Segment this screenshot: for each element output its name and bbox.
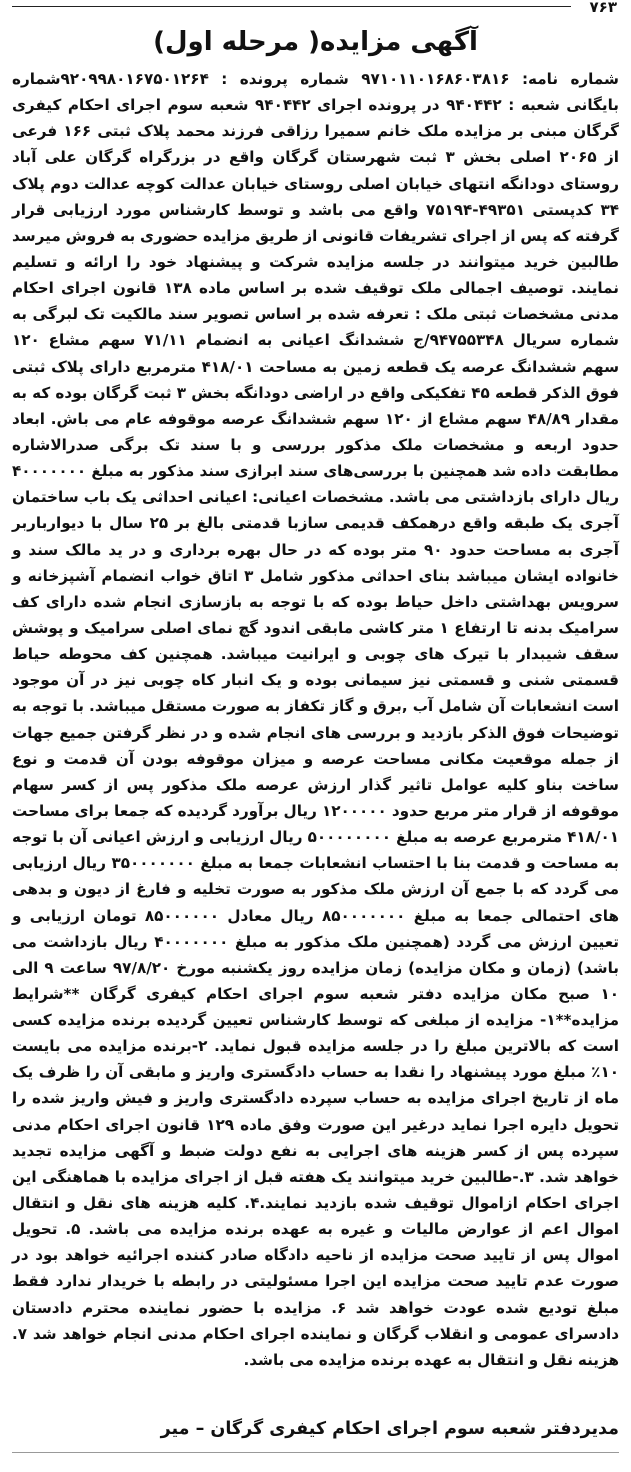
page-number: ۷۶۳ bbox=[589, 0, 617, 16]
top-divider bbox=[12, 6, 571, 7]
notice-signature: مدیردفتر شعبه سوم اجرای احکام کیفری گرگان – میر bbox=[160, 1419, 619, 1439]
notice-body: شماره نامه: ۹۷۱۰۱۱۰۱۶۸۶۰۳۸۱۶ شماره پرونده : ۹۲۰۹۹۸۰۱۶۷۵۰۱۲۶۴شماره بایگانی شعبه : ۹۴۰۴۴۲ در پرونده اجرای ۹۴۰۴۴۲ شعبه سوم اجرای احکام کیفری گرگان مبنی بر مزایده ملک خانم سمیرا رزاقی فرزند محمد پلاک ثبتی ۱۶۶ فرعی از ۲۰۶۵ اصلی بخش ۳ ثبت شهرستان گرگان واقع در بزرگراه گرگان علی آباد روستای دودانگه انتهای خیابان اصلی روستای خیابان عدالت کوچه عدالت دوم پلاک ۳۴ کدپستی ۴۹۳۵۱-۷۵۱۹۴ واقع می باشد و توسط کارشناس مورد ارزیابی قرار گرفته که پس از اجرای تشریفات قانونی از طریق مزایده حضوری به فروش میرسد طالبین خرید میتوانند در جلسه مزایده شرکت و پیشنهاد خود را ارائه و تسلیم نمایند. توصیف اجمالی ملک توقیف شده بر اساس ماده ۱۳۸ قانون اجرای احکام مدنی مشخصات ثبتی ملک : تعرفه شده بر اساس تصویر سند مالکیت تک لبرگی به شماره سریال ۹۴۷۵۵۳۴۸/ج ششدانگ اعیانی به انضمام ۷۱/۱۱ سهم مشاع ۱۲۰ سهم ششدانگ عرصه یک قطعه زمین به مساحت ۴۱۸/۰۱ مترمربع دارای پلاک ثبتی فوق الذکر قطعه ۴۵ تفکیکی واقع در اراضی دودانگه بخش ۳ ثبت گرگان بوده که به مقدار ۴۸/۸۹ سهم مشاع از ۱۲۰ سهم ششدانگ عرصه موقوفه عام می باش. ابعاد حدود اربعه و مشخصات ملک مذکور بررسی و با سند تک برگی صدرالاشاره مطابقت داده شد همچنین با بررسی‌های سند ابرازی سند مذکور به مبلغ ۴۰۰۰۰۰۰۰ ریال دارای بازداشتی می باشد. مشخصات اعیانی: اعیانی احداثی یک باب ساختمان آجری یک طبقه واقع درهمکف قدیمی سازبا قدمتی بالغ بر ۲۵ سال با دیوارباربر آجری به مساحت حدود ۹۰ متر بوده که در حال بهره برداری و در ید مالک سند و خانواده ایشان میباشد بنای احداثی مذکور شامل ۳ اتاق خواب انضمام آشپزخانه و سرویس بهداشتی داخل حیاط بوده که با توجه به بازسازی انجام شده دارای کف سرامیک بدنه تا ارتفاع ۱ متر کاشی مابقی اندود گچ نمای اصلی سرامیک و پوشش سقف شیبدار با تیرک های چوبی و ایرانیت میباشد. همچنین کف محوطه حیاط قسمتی شنی و قسمتی نیز سیمانی بوده و یک انبار کاه چوبی نیز در آن موجود است انشعابات آن شامل آب ,برق و گاز تکفاز به صورت مستقل میباشد. با توجه به توضیحات فوق الذکر بازدید و بررسی های انجام شده و در نظر گرفتن جمیع جهات از جمله موقعیت مکانی مساحت عرصه و میزان موقوفه بودن آن قدمت و نوع ساخت بناو کلیه عوامل تاثیر گذار ارزش عرصه ملک مذکور پس از کسر سهام موقوفه از قرار متر مربع حدود ۱۲۰۰۰۰۰ ریال برآورد گردیده که جمعا برای مساحت ۴۱۸/۰۱ مترمربع عرصه به مبلغ ۵۰۰۰۰۰۰۰۰ ریال ارزیابی و ارزش اعیانی آن با توجه به مساحت و قدمت بنا با احتساب انشعابات جمعا به مبلغ ۳۵۰۰۰۰۰۰۰ ریال ارزیابی می گردد که با جمع آن ارزش ملک مذکور به صورت تخلیه و فارغ از دیون و بدهی های احتمالی جمعا به مبلغ ۸۵۰۰۰۰۰۰۰ ریال معادل ۸۵۰۰۰۰۰۰ تومان ارزیابی و تعیین ارزش می گردد (همچنین ملک مذکور به مبلغ ۴۰۰۰۰۰۰۰ ریال بازداشت می باشد) (زمان و مکان مزایده) زمان مزایده روز یکشنبه مورخ ۹۷/۸/۲۰ ساعت ۹ الی ۱۰ صبح مکان مزایده دفتر شعبه سوم اجرای احکام کیفری گرگان **شرایط مزایده**۱- مزایده از مبلغی که توسط کارشناس تعیین گردیده برنده مزایده کسی است که بالاترین مبلغ را در جلسه مزایده قبول نماید. ۲-برنده مزایده می بایست ۱۰٪ مبلغ مورد پیشنهاد را نقدا به حساب دادگستری واریز و مابقی آن را ظرف یک ماه از تاریخ اجرای مزایده به حساب سپرده دادگستری واریز و فیش واریز شده را تحویل دایره اجرا نماید درغیر این صورت وفق ماده ۱۲۹ قانون اجرای احکام مدنی سپرده پس از کسر هزینه های اجرایی به نفع دولت ضبط و آگهی مزایده تجدید خواهد شد. ۳.-طالبین خرید میتوانند یک هفته قبل از اجرای مزایده با هماهنگی این اجرای احکام ازاموال توقیف شده بازدید نمایند.۴. کلیه هزینه های نقل و انتقال اموال اعم از عوارض مالیات و غیره به عهده برنده مزایده می باشد. ۵. تحویل اموال پس از تایید صحت مزایده از ناحیه دادگاه صادر کننده اجرائیه خواهد بود در صورت عدم تایید صحت مزایده این اجرا مسئولیتی در رابطه با خریدار ندارد فقط مبلغ تودیع شده عودت خواهد شد ۶. مزایده با حضور نماینده محترم دادستان دادسرای عمومی و انقلاب گرگان و نماینده اجرای احکام مدنی انجام خواهد شد ۷. هزینه نقل و انتقال به عهده برنده مزایده می باشد. bbox=[12, 70, 620, 1369]
notice-title: آگهی مزایده( مرحله اول) bbox=[153, 27, 478, 57]
bottom-divider bbox=[12, 1452, 619, 1453]
